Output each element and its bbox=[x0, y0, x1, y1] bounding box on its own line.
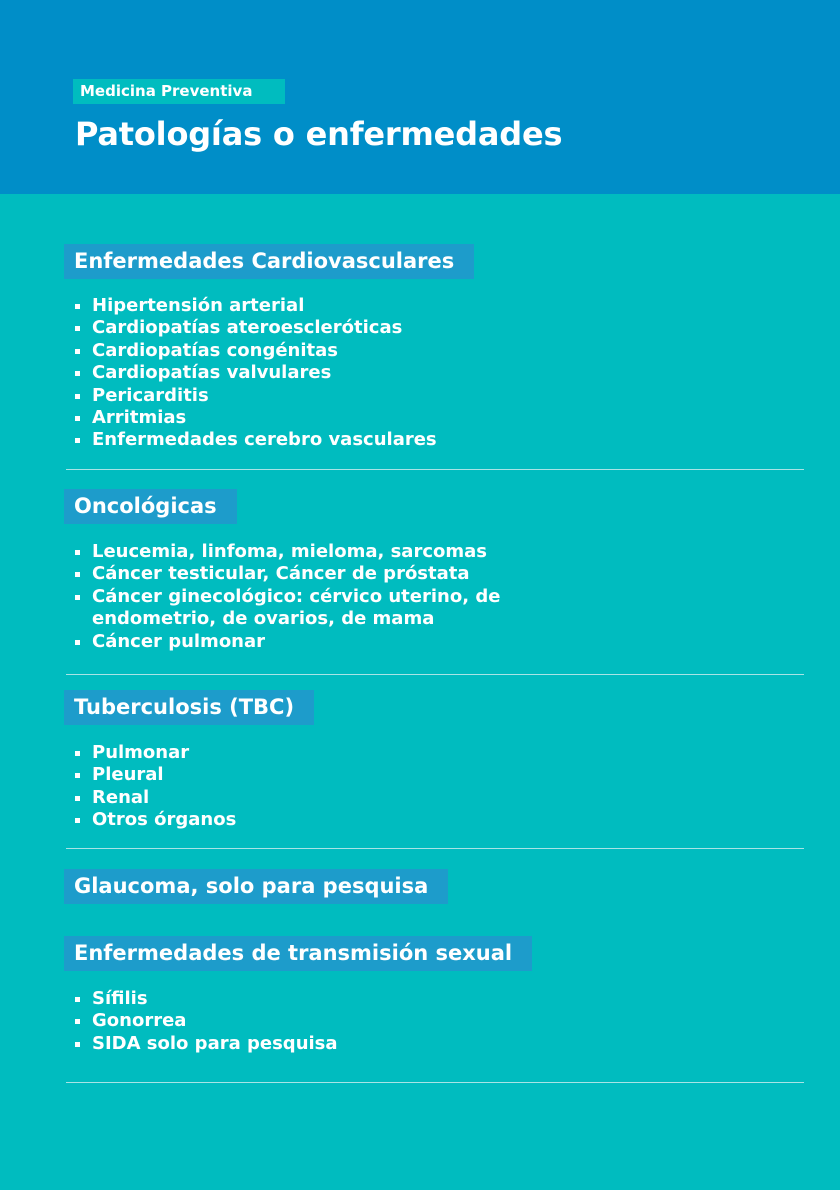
list-item: Cáncer pulmonar bbox=[74, 631, 500, 653]
list-item: Pleural bbox=[74, 764, 236, 786]
list-item: Cardiopatías valvulares bbox=[74, 362, 437, 384]
list-item: Cardiopatías ateroescleróticas bbox=[74, 317, 437, 339]
divider bbox=[66, 848, 804, 849]
list-item: Sífilis bbox=[74, 988, 338, 1010]
divider bbox=[66, 1082, 804, 1083]
divider bbox=[66, 469, 804, 470]
page-title: Patologías o enfermedades bbox=[75, 115, 563, 153]
list-item: Gonorrea bbox=[74, 1010, 338, 1032]
divider bbox=[66, 674, 804, 675]
list-item: Cáncer testicular, Cáncer de próstata bbox=[74, 563, 500, 585]
list-item: Pericarditis bbox=[74, 385, 437, 407]
list-cardiovasculares bbox=[74, 295, 437, 452]
section-label-transmision-sexual: Enfermedades de transmisión sexual bbox=[64, 936, 532, 971]
section-label-oncologicas: Oncológicas bbox=[64, 489, 237, 524]
list-item: Otros órganos bbox=[74, 809, 236, 831]
section-label-tuberculosis: Tuberculosis (TBC) bbox=[64, 690, 314, 725]
category-tag: Medicina Preventiva bbox=[73, 79, 285, 104]
list-item: Cáncer ginecológico: cérvico uterino, de bbox=[74, 586, 500, 608]
list-item: Hipertensión arterial bbox=[74, 295, 437, 317]
list-item: Enfermedades cerebro vasculares bbox=[74, 429, 437, 451]
list-oncologicas bbox=[74, 541, 500, 653]
page-header bbox=[0, 0, 840, 194]
list-item: Leucemia, linfoma, mieloma, sarcomas bbox=[74, 541, 500, 563]
list-transmision-sexual bbox=[74, 988, 338, 1055]
section-label-cardiovasculares: Enfermedades Cardiovasculares bbox=[64, 244, 474, 279]
list-item: Cardiopatías congénitas bbox=[74, 340, 437, 362]
list-item: SIDA solo para pesquisa bbox=[74, 1033, 338, 1055]
list-item: Renal bbox=[74, 787, 236, 809]
list-tuberculosis bbox=[74, 742, 236, 832]
list-item-continuation: endometrio, de ovarios, de mama bbox=[92, 608, 435, 630]
list-item: Arritmias bbox=[74, 407, 437, 429]
section-label-glaucoma: Glaucoma, solo para pesquisa bbox=[64, 869, 448, 904]
list-item: Pulmonar bbox=[74, 742, 236, 764]
